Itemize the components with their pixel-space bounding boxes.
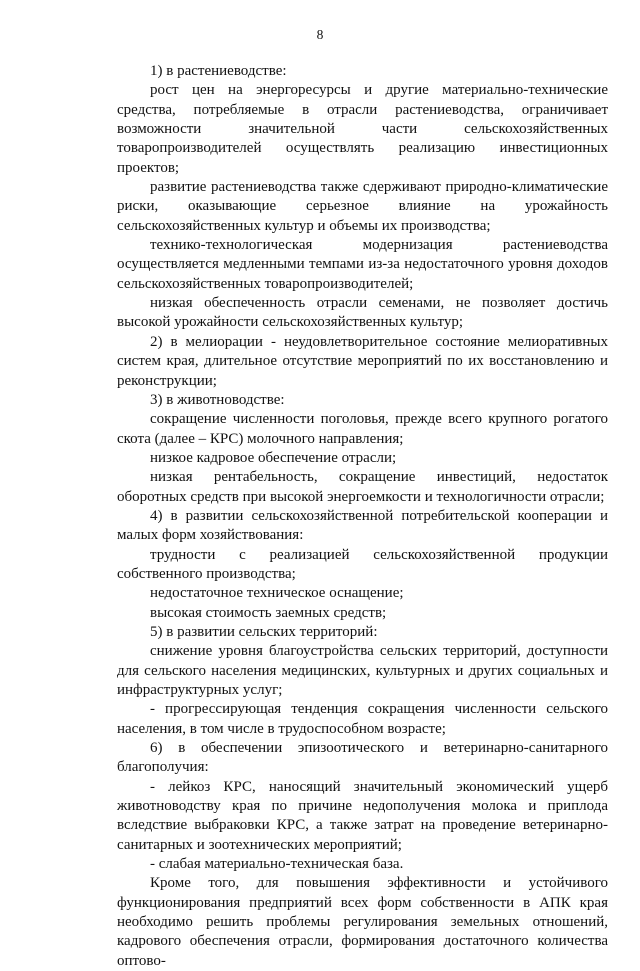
paragraph-staffing: низкое кадровое обеспечение отрасли; [150,449,397,466]
paragraph-rural-services: снижение уровня благоустройства сельских территорий, доступности для сельского населения медицинских, культурных и других социальных и инфраструктурных услуг; [117,643,608,698]
paragraph-melioration: 2) в мелиорации - неудовлетворительное состояние мелиоративных систем края, длительное отсутствие мероприятий по их восстановлению и реконструкции; [117,333,608,389]
paragraph-conclusion: Кроме того, для повышения эффективности и устойчивого функционирования предприятий всех форм собственности в АПК края необходимо решить проблемы регулирования земельных отношений, кадрового обеспечения отрасли, формирования достаточного количества оптово- [117,875,608,969]
paragraph-livestock-heading: 3) в животноводстве: [150,391,285,408]
paragraph-sales-difficulties: трудности с реализацией сельскохозяйственной продукции собственного производства; [117,546,608,582]
paragraph-rural-heading: 5) в развитии сельских территорий: [150,623,378,640]
paragraph-leukosis: - лейкоз КРС, наносящий значительный экономический ущерб животноводству края по причине недополучения молока и приплода вследствие выбраковки КРС, а также затрат на проведение ветеринарно-санитарных и зоотехнических мероприятий; [117,778,608,853]
paragraph-equipment: недостаточное техническое оснащение; [150,585,404,602]
paragraph-veterinary-heading: 6) в обеспечении эпизоотического и ветеринарно-санитарного благополучия: [117,740,608,776]
paragraph-modernization: технико-технологическая модернизация растениеводства осуществляется медленными темпами из-за недостаточного уровня доходов сельскохозяйственных товаропроизводителей; [117,237,608,292]
paragraph-cooperation-heading: 4) в развитии сельскохозяйственной потребительской кооперации и малых форм хозяйствования: [117,507,608,544]
paragraph-crop-production-heading: 1) в растениеводстве: [150,63,287,79]
document-body [117,62,608,971]
paragraph-profitability: низкая рентабельность, сокращение инвестиций, недостаток оборотных средств при высокой энергоемкости и технологичности отрасли; [117,469,608,505]
paragraph-livestock-reduction: сокращение численности поголовья, прежде всего крупного рогатого скота (далее – КРС) молочного направления; [117,411,608,447]
paragraph-seeds: низкая обеспеченность отрасли семенами, не позволяет достичь высокой урожайности сельскохозяйственных культур; [117,295,608,331]
paragraph-energy-prices: рост цен на энергоресурсы и другие материально-технические средства, потребляемые в отрасли растениеводства, ограничивает возможности значительной части сельскохозяйственных товаропроизводителей осуществлять реализацию инвестиционных проектов; [117,82,608,176]
paragraph-climate-risks: развитие растениеводства также сдерживают природно-климатические риски, оказывающие серьезное влияние на урожайность сельскохозяйственных культур и объемы их производства; [117,179,608,234]
paragraph-credit-cost: высокая стоимость заемных средств; [150,604,387,621]
paragraph-material-base: - слабая материально-техническая база. [150,856,404,873]
page-number: 8 [316,27,324,42]
paragraph-population-decline: - прогрессирующая тенденция сокращения численности сельского населения, в том числе в трудоспособном возрасте; [117,701,608,737]
